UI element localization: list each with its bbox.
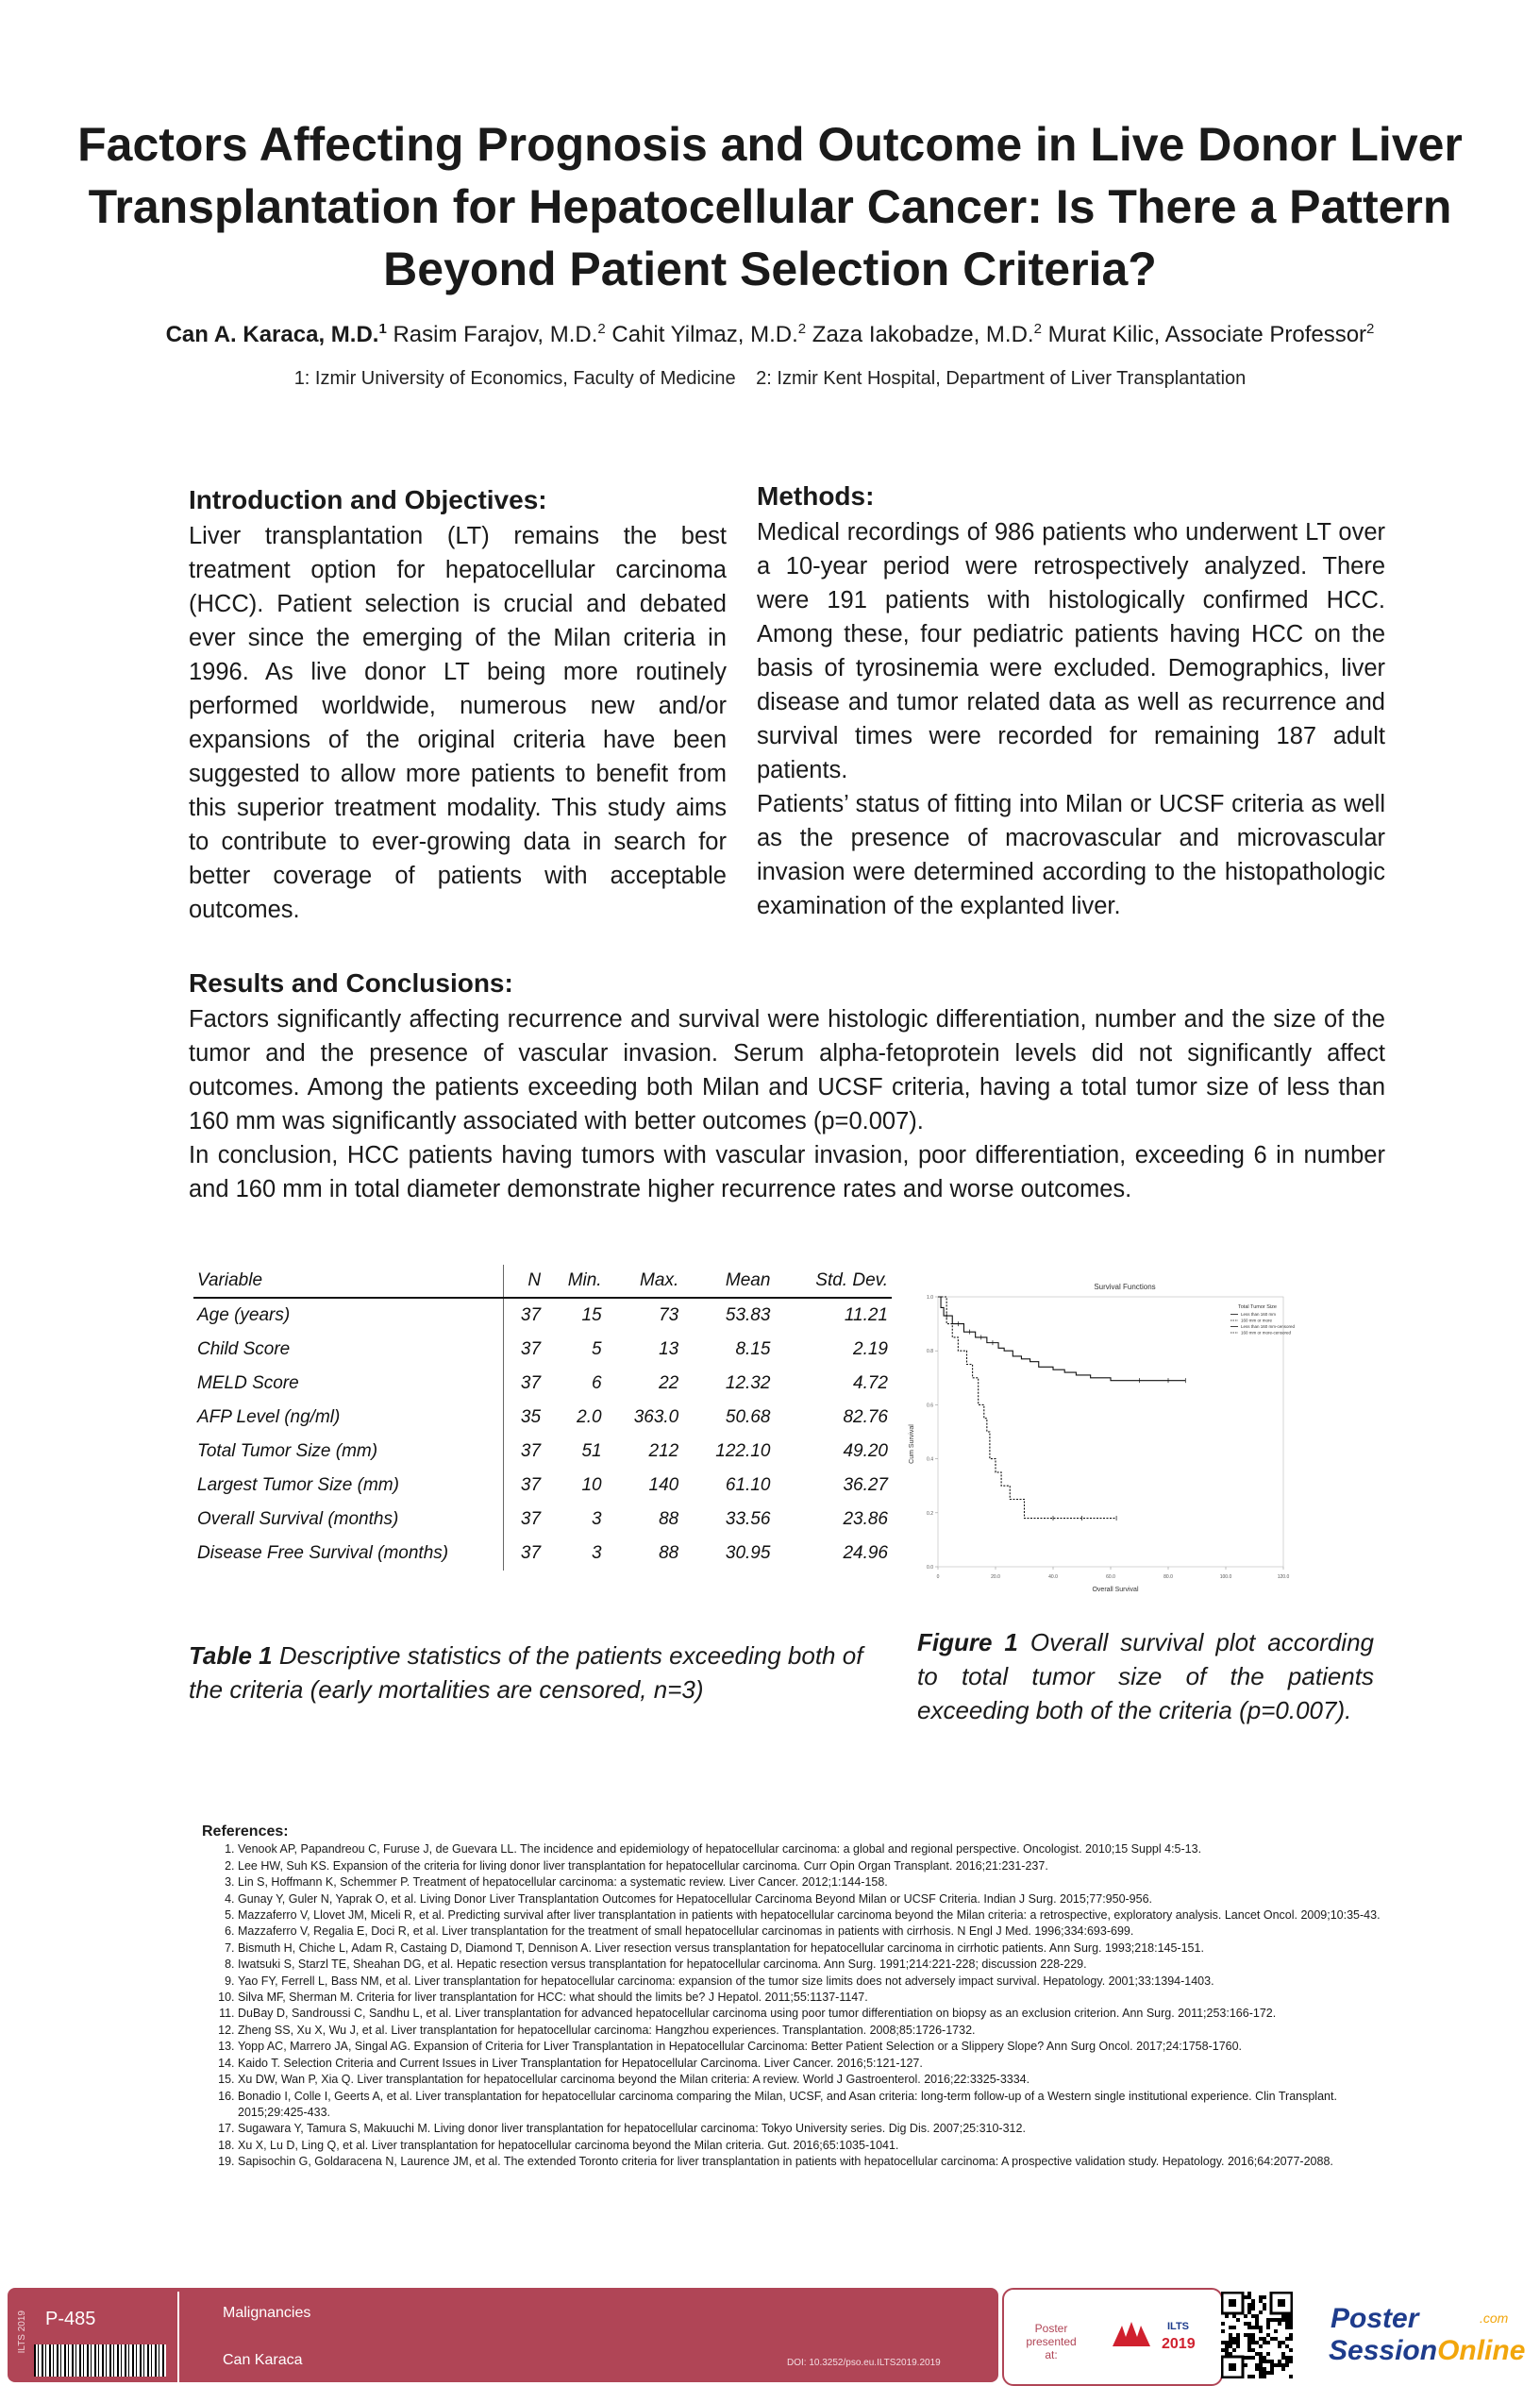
chart-legend [1230, 1304, 1296, 1336]
y-tick-label: 0.4 [927, 1456, 933, 1463]
table-header-cell: Std. Dev. [815, 1270, 888, 1290]
table-caption [189, 1638, 896, 1706]
brand-poster-text: Poster [1331, 2303, 1419, 2334]
table-value-cell: 30.95 [725, 1543, 771, 1563]
poster-category: Malignancies [223, 2305, 311, 2321]
y-tick-label: 0.2 [927, 1510, 933, 1517]
chart-x-axis-label: Overall Survival [1092, 1587, 1139, 1593]
table-value-cell: 37 [520, 1475, 542, 1495]
table-value-cell: 50.68 [725, 1407, 771, 1427]
reference-item: 10. Silva MF, Sherman M. Criteria for liver transplantation for HCC: what should the limits be? J Hepatol. 2011;55:1137-1147. [238, 1990, 1410, 2006]
table-header-cell: N [527, 1270, 542, 1290]
table-value-cell: 363.0 [633, 1407, 679, 1427]
series-line-1 [938, 1297, 1185, 1381]
table-row [193, 1537, 892, 1571]
table-variable-cell: Child Score [193, 1333, 504, 1367]
table-value-cell: 2.19 [853, 1339, 888, 1359]
event-logo-text: ILTS [1167, 2321, 1190, 2332]
table-value-cell: 24.96 [843, 1543, 888, 1563]
x-tick-label: 40.0 [1048, 1574, 1058, 1580]
table-value-cell: 5 [592, 1339, 602, 1359]
methods-heading: Methods: [757, 481, 875, 511]
table-value-cell: 6 [592, 1373, 602, 1393]
table-row [193, 1503, 892, 1537]
table-value-cell: 37 [520, 1305, 542, 1325]
legend-title: Total Tumor Size [1238, 1304, 1277, 1310]
figure-caption-text: Overall survival plot according to total tumor size of the patients exceeding both of the criteria (p=0.007). [917, 1628, 1374, 1724]
table-value-cell: 122.10 [715, 1441, 771, 1461]
reference-item: 18. Xu X, Lu D, Ling Q, et al. Liver transplantation for hepatocellular carcinoma beyond the Milan criteria. Gut. 2016;65:1035-1041. [238, 2138, 1410, 2154]
legend-entry: 160 mm or more-censored [1241, 1330, 1292, 1336]
table-variable-cell: AFP Level (ng/ml) [193, 1401, 504, 1435]
reference-item: 7. Bismuth H, Chiche L, Adam R, Castaing D, Diamond T, Dennison A. Liver resection versus transplantation for hepatocellular carcinoma in cirrhotic patients. Ann Surg. 1993;218:145-151. [238, 1941, 1410, 1957]
brand-com-text: .com [1480, 2310, 1509, 2326]
table-value-cell: 37 [520, 1509, 542, 1529]
table-value-cell: 35 [520, 1407, 542, 1427]
table-value-cell: 4.72 [853, 1373, 888, 1393]
author-3: Cahit Yilmaz, M.D.$^2$ [611, 321, 807, 347]
results-heading: Results and Conclusions: [189, 968, 513, 998]
references-list [202, 1841, 1410, 2170]
poster-author: Can Karaca [223, 2352, 303, 2368]
table-value-cell: 36.27 [843, 1475, 888, 1495]
table-row [193, 1469, 892, 1503]
x-tick-label: 0 [936, 1574, 940, 1580]
table-row [193, 1401, 892, 1435]
reference-item: 19. Sapisochin G, Goldaracena N, Laurence JM, et al. The extended Toronto criteria for liver transplantation in patients with hepatocellular carcinoma: A prospective validation study. Hepatology. 2016;64:2077-2088. [238, 2154, 1410, 2170]
reference-item: 1. Venook AP, Papandreou C, Furuse J, de Guevara LL. The incidence and epidemiology of hepatocellular carcinoma: a global and regional perspective. Oncologist. 2010;15 Suppl 4:5-13. [238, 1841, 1410, 1857]
table-value-cell: 10 [581, 1475, 602, 1495]
reference-item: 5. Mazzaferro V, Llovet JM, Miceli R, et al. Predicting survival after liver transplantation in patients with hepatocellular carcinoma beyond the Milan criteria: a retrospective, exploratory analysis. Lancet Oncol. 2009;10:35-43. [238, 1907, 1410, 1924]
x-tick-label: 20.0 [991, 1574, 1000, 1580]
references-section [202, 1823, 1410, 2171]
barcode-icon [34, 2344, 166, 2377]
footer-year-label: ILTS 2019 [17, 2310, 27, 2354]
table-header-cell: Min. [567, 1270, 602, 1290]
table-header-cell: Variable [193, 1265, 504, 1298]
figure-caption [917, 1625, 1374, 1727]
affiliation-1: 1: Izmir University of Economics, Faculty of Medicine [293, 368, 736, 389]
author-5: Murat Kilic, Associate Professor$^2$ [1047, 321, 1375, 347]
table-body [193, 1298, 892, 1571]
table-value-cell: 37 [520, 1441, 542, 1461]
results-section [189, 968, 1385, 1206]
series-line-2 [938, 1297, 1116, 1519]
results-paragraph-2: In conclusion, HCC patients having tumors with vascular invasion, poor differentiation, exceeding 6 in number and 160 mm in total diameter demonstrate higher recurrence rates and worse outcomes. [189, 1142, 1385, 1202]
references-heading: References: [202, 1823, 289, 1840]
results-paragraph-1: Factors significantly affecting recurrence and survival were histologic differentiation, number and the size of the tumor and the presence of vascular invasion. Serum alpha-fetoprotein levels did not significantly affect outcomes. Among the patients exceeding both Milan and UCSF criteria, having a total tumor size of less than 160 mm was significantly associated with better outcomes (p=0.007). [189, 1006, 1385, 1134]
poster-session-online-logo[interactable] [1325, 2297, 1532, 2377]
methods-paragraph-1: Medical recordings of 986 patients who underwent LT over a 10-year period were retrospectively analyzed. There were 191 patients with histologically confirmed HCC. Among these, four pediatric patients having HCC on the basis of tyrosinemia were excluded. Demographics, liver disease and tumor related data as well as recurrence and survival times were recorded for remaining 187 adult patients. [757, 519, 1385, 783]
table-value-cell: 73 [659, 1305, 679, 1325]
reference-item: 12. Zheng SS, Xu X, Wu J, et al. Liver transplantation for hepatocellular carcinoma: Hangzhou experiences. Transplantation. 2008;85:1726-1732. [238, 2023, 1410, 2039]
legend-entry: Less than 160 mm-censored [1241, 1324, 1296, 1329]
chart-title: Survival Functions [1094, 1283, 1156, 1291]
reference-item: 6. Mazzaferro V, Regalia E, Doci R, et al. Liver transplantation for the treatment of small hepatocellular carcinomas in patients with cirrhosis. N Engl J Med. 1996;334:693-699. [238, 1924, 1410, 1940]
event-logo-icon [1094, 2309, 1207, 2365]
x-tick-label: 80.0 [1163, 1574, 1173, 1580]
reference-item: 9. Yao FY, Ferrell L, Bass NM, et al. Liver transplantation for hepatocellular carcinoma: expansion of the tumor size limits does not adversely impact survival. Hepatology. 2001;33:1394-1403. [238, 1974, 1410, 1990]
methods-paragraph-2: Patients’ status of fitting into Milan or UCSF criteria as well as the presence of macrovascular and microvascular invasion were determined according to the histopathologic examination of the explanted liver. [757, 791, 1385, 919]
chart-y-axis-label: Cum Survival [909, 1424, 915, 1464]
x-tick-label: 60.0 [1106, 1574, 1115, 1580]
presented-at-label: Poster presented at: [1026, 2322, 1077, 2361]
table-value-cell: 49.20 [843, 1441, 888, 1461]
author-list [0, 321, 1540, 348]
table-value-cell: 37 [520, 1339, 542, 1359]
qr-code-icon[interactable] [1221, 2292, 1293, 2378]
table-variable-cell: Largest Tumor Size (mm) [193, 1469, 504, 1503]
reference-item: 17. Sugawara Y, Tamura S, Makuuchi M. Living donor liver transplantation for hepatocellular carcinoma: Tokyo University series. Dig Dis. 2007;25:310-312. [238, 2121, 1410, 2137]
figure-caption-label: Figure 1 [917, 1628, 1018, 1656]
table-variable-cell: Age (years) [193, 1298, 504, 1333]
table-variable-cell: MELD Score [193, 1367, 504, 1401]
table-value-cell: 82.76 [843, 1407, 888, 1427]
brand-session-text: SessionOnline [1329, 2335, 1526, 2366]
poster-footer [0, 2284, 1540, 2386]
reference-item: 15. Xu DW, Wan P, Xia Q. Liver transplantation for hepatocellular carcinoma beyond the Milan criteria: A review. World J Gastroenterol. 2016;22:3325-3334. [238, 2072, 1410, 2088]
table-value-cell: 140 [648, 1475, 679, 1495]
reference-item: 2. Lee HW, Suh KS. Expansion of the criteria for living donor liver transplantation for hepatocellular carcinoma. Curr Opin Organ Transplant. 2016;21:231-237. [238, 1858, 1410, 1874]
table-value-cell: 3 [592, 1509, 602, 1529]
methods-section [757, 481, 1385, 923]
presented-at-box [1002, 2288, 1223, 2386]
table-value-cell: 37 [520, 1373, 542, 1393]
table-row [193, 1367, 892, 1401]
author-1: Can A. Karaca, M.D.$^1$ [165, 321, 387, 347]
y-tick-label: 0.0 [927, 1565, 933, 1571]
poster-doi[interactable]: DOI: 10.3252/pso.eu.ILTS2019.2019 [787, 2358, 941, 2368]
table-value-cell: 33.56 [725, 1509, 771, 1529]
poster-title: Factors Affecting Prognosis and Outcome in Live Donor Liver Transplantation for Hepatocellular Cancer: Is There a Pattern Beyond Patient Selection Criteria? [77, 118, 1463, 295]
footer-bar [8, 2288, 998, 2382]
table-value-cell: 8.15 [735, 1339, 771, 1359]
legend-entry: 160 mm or more [1241, 1318, 1273, 1323]
affiliation-2: 2: Izmir Kent Hospital, Department of Liver Transplantation [756, 368, 1247, 389]
y-tick-label: 0.8 [927, 1349, 933, 1355]
x-tick-label: 120.0 [1277, 1574, 1290, 1580]
table-value-cell: 13 [659, 1339, 679, 1359]
table-header-cell: Mean [725, 1270, 771, 1290]
introduction-section [189, 485, 727, 927]
author-2: Rasim Farajov, M.D.$^2$ [393, 321, 606, 347]
table-value-cell: 88 [659, 1543, 679, 1563]
poster-id: P-485 [45, 2309, 96, 2329]
reference-item: 11. DuBay D, Sandroussi C, Sandhu L, et al. Liver transplantation for advanced hepatocellular carcinoma using poor tumor differentiation on biopsy as an exclusion criterion. Ann Surg. 2011;253:166-172. [238, 2006, 1410, 2022]
table-header-row [193, 1265, 892, 1298]
table-row [193, 1435, 892, 1469]
table-header-cell: Max. [640, 1270, 679, 1290]
introduction-text: Liver transplantation (LT) remains the best treatment option for hepatocellular carcinoma (HCC). Patient selection is crucial and debated ever since the emerging of the Milan criteria in 1996. As live donor LT being more routinely performed worldwide, numerous new and/or expansions of the original criteria have been suggested to allow more patients to benefit from this superior treatment modality. This study aims to contribute to ever-growing data in search for better coverage of patients with acceptable outcomes. [189, 523, 727, 923]
table-variable-cell: Total Tumor Size (mm) [193, 1435, 504, 1469]
y-tick-label: 1.0 [927, 1295, 933, 1301]
survival-chart [906, 1274, 1302, 1595]
table-value-cell: 37 [520, 1543, 542, 1563]
table-row [193, 1298, 892, 1333]
table-value-cell: 3 [592, 1543, 602, 1563]
footer-divider [177, 2292, 179, 2386]
table-value-cell: 53.83 [725, 1305, 771, 1325]
table-value-cell: 15 [581, 1305, 602, 1325]
table-value-cell: 212 [648, 1441, 679, 1461]
table-value-cell: 23.86 [843, 1509, 888, 1529]
introduction-heading: Introduction and Objectives: [189, 485, 547, 514]
x-tick-label: 100.0 [1219, 1574, 1232, 1580]
table-value-cell: 51 [581, 1441, 602, 1461]
reference-item: 4. Gunay Y, Guler N, Yaprak O, et al. Living Donor Liver Transplantation Outcomes for Hepatocellular Carcinoma Beyond Milan or UCSF Criteria. Indian J Surg. 2015;77:950-956. [238, 1891, 1410, 1907]
y-tick-label: 0.6 [927, 1403, 933, 1409]
table-value-cell: 22 [659, 1373, 679, 1393]
descriptive-statistics-table [193, 1265, 892, 1571]
reference-item: 14. Kaido T. Selection Criteria and Current Issues in Liver Transplantation for Hepatocellular Carcinoma. Liver Cancer. 2016;5:121-127. [238, 2056, 1410, 2072]
reference-item: 16. Bonadio I, Colle I, Geerts A, et al. Liver transplantation for hepatocellular carcinoma comparing the Milan, UCSF, and Asan criteria: long-term follow-up of a Western single institutional experience. Clin Transplant. 2015;29:425-433. [238, 2089, 1410, 2122]
table-value-cell: 88 [659, 1509, 679, 1529]
table-caption-text: Descriptive statistics of the patients exceeding both of the criteria (early mortalities are censored, n=3) [189, 1641, 863, 1704]
reference-item: 13. Yopp AC, Marrero JA, Singal AG. Expansion of Criteria for Liver Transplantation in Hepatocellular Carcinoma: Better Patient Selection or a Slippery Slope? Ann Surg Oncol. 2017;24:1758-1760. [238, 2039, 1410, 2055]
table-value-cell: 2.0 [577, 1407, 602, 1427]
table-caption-label: Table 1 [189, 1641, 273, 1670]
table-value-cell: 11.21 [844, 1305, 888, 1325]
affiliations [0, 368, 1540, 390]
event-year: 2019 [1162, 2336, 1196, 2352]
chart-series [938, 1297, 1185, 1521]
legend-entry: Less than 160 mm [1241, 1312, 1277, 1317]
author-4: Zaza Iakobadze, M.D.$^2$ [812, 321, 1042, 347]
table-variable-cell: Overall Survival (months) [193, 1503, 504, 1537]
reference-item: 8. Iwatsuki S, Starzl TE, Sheahan DG, et al. Hepatic resection versus transplantation for hepatocellular carcinoma. Ann Surg. 1991;214:221-228; discussion 228-229. [238, 1957, 1410, 1973]
reference-item: 3. Lin S, Hoffmann K, Schemmer P. Treatment of hepatocellular carcinoma: a systematic review. Liver Cancer. 2012;1:144-158. [238, 1874, 1410, 1890]
table-variable-cell: Disease Free Survival (months) [193, 1537, 504, 1571]
table-row [193, 1333, 892, 1367]
table-value-cell: 12.32 [725, 1373, 771, 1393]
table-value-cell: 61.10 [725, 1475, 771, 1495]
